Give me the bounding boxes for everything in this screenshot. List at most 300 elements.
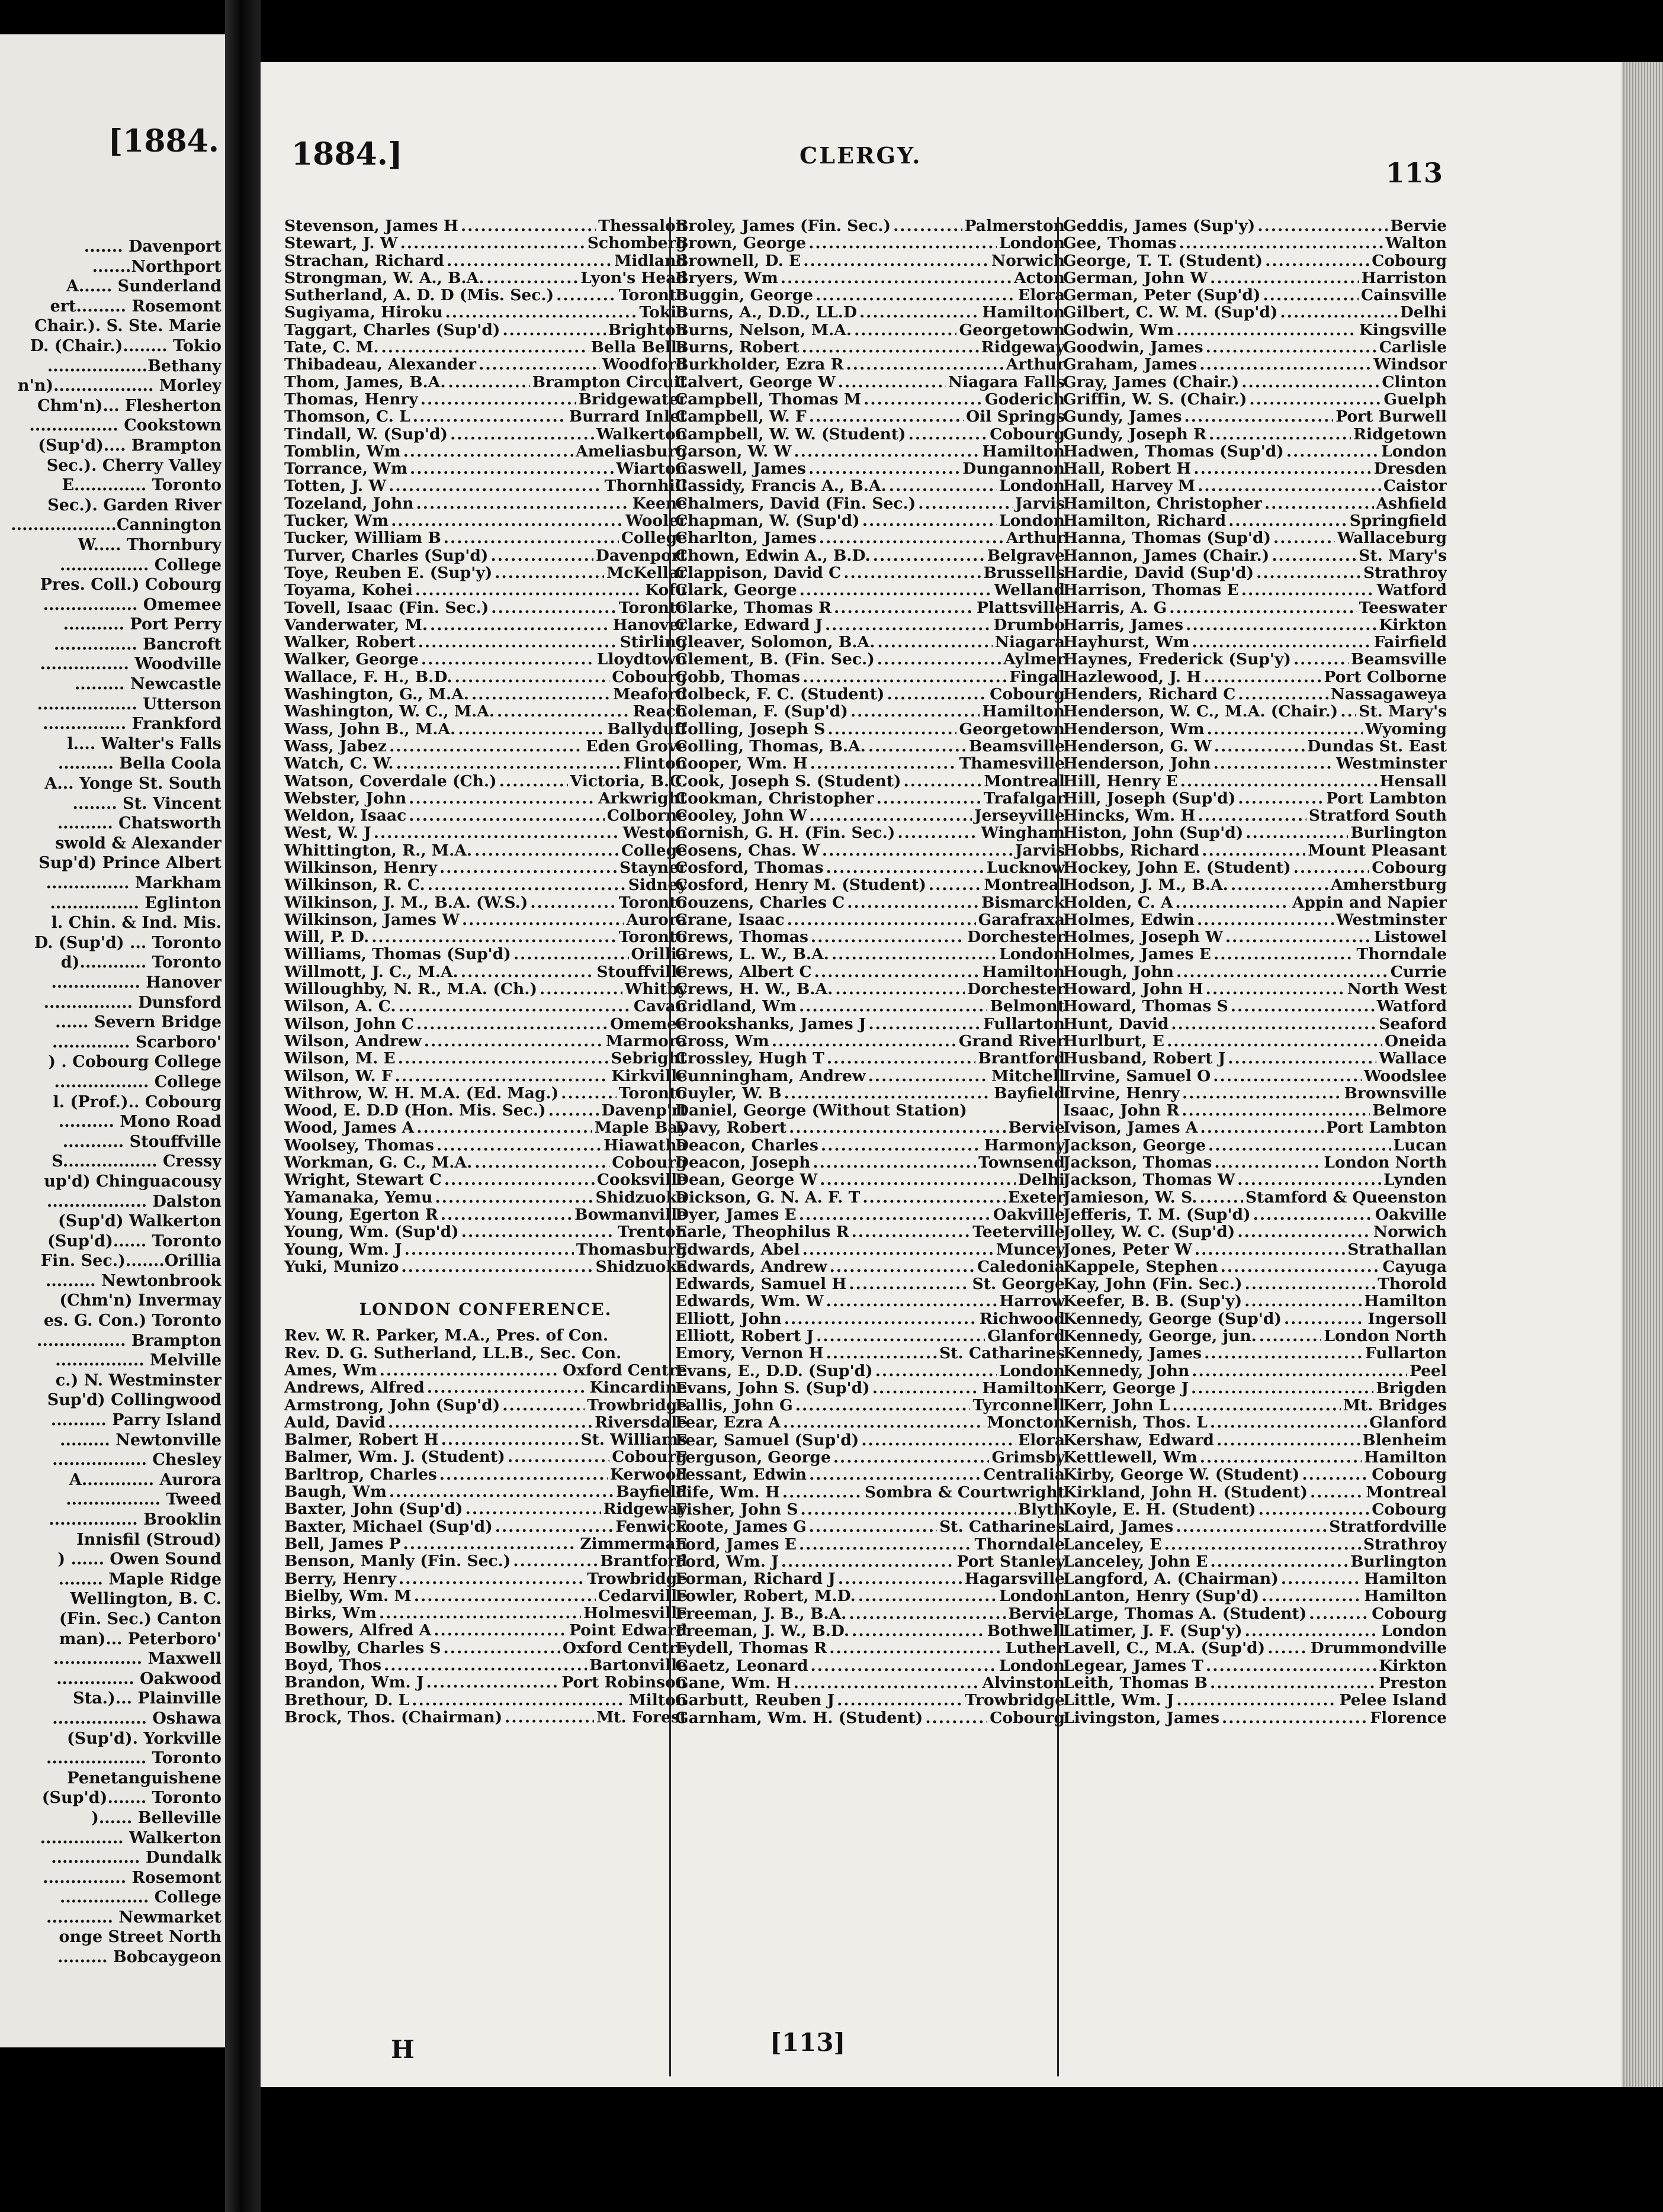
clergy-entry bbox=[675, 1570, 1065, 1587]
clergy-name: Hamilton, Richard bbox=[1063, 512, 1227, 530]
clergy-entry bbox=[1063, 998, 1447, 1015]
facing-page-line: ................. Oshawa bbox=[52, 1709, 221, 1728]
facing-page-line: E............. Toronto bbox=[62, 476, 221, 495]
clergy-name: Yuki, Munizo bbox=[284, 1258, 399, 1276]
clergy-name: Irvine, Samuel O bbox=[1063, 1067, 1211, 1085]
clergy-entry bbox=[675, 321, 1065, 339]
station-place: Meaford bbox=[613, 686, 687, 703]
clergy-entry bbox=[675, 547, 1065, 564]
clergy-entry bbox=[284, 668, 687, 686]
clergy-entry bbox=[1063, 755, 1447, 772]
clergy-name: Washington, W. C., M.A. bbox=[284, 703, 495, 721]
station-place: Cobourg bbox=[1372, 1466, 1447, 1484]
station-place: Moncton bbox=[987, 1414, 1065, 1432]
dot-leader bbox=[444, 529, 619, 546]
station-place: Delhi bbox=[1399, 304, 1447, 321]
clergy-name: Crews, Thomas bbox=[675, 928, 808, 946]
facing-page-line: ............... Rosemont bbox=[43, 1868, 221, 1887]
station-place: Drumbo bbox=[993, 616, 1065, 634]
station-place: Currie bbox=[1390, 963, 1447, 981]
clergy-entry bbox=[1063, 721, 1447, 738]
clergy-entry bbox=[284, 408, 687, 425]
dot-leader bbox=[873, 547, 985, 564]
station-place: Peel bbox=[1409, 1362, 1447, 1380]
clergy-name: Kennedy, John bbox=[1063, 1362, 1190, 1380]
facing-page-line: (Sup'd)....... Toronto bbox=[41, 1789, 221, 1808]
facing-page-line: .......... Bella Coola bbox=[57, 754, 221, 773]
clergy-entry bbox=[284, 1518, 687, 1535]
station-place: Hamilton bbox=[1364, 1449, 1447, 1467]
station-place: Drummondville bbox=[1310, 1639, 1447, 1657]
dot-leader bbox=[897, 824, 978, 841]
clergy-name: Gilbert, C. W. M. (Sup'd) bbox=[1063, 304, 1278, 321]
clergy-name: Jamieson, W. S. bbox=[1063, 1188, 1198, 1206]
dot-leader bbox=[471, 686, 611, 703]
dot-leader bbox=[1257, 217, 1388, 234]
dot-leader bbox=[1253, 1206, 1373, 1223]
clergy-name: Harrison, Thomas E bbox=[1063, 581, 1239, 599]
station-place: Arthur bbox=[1006, 356, 1065, 374]
clergy-name: Wilson, Andrew bbox=[284, 1032, 422, 1050]
clergy-name: Keefer, B. B. (Sup'y) bbox=[1063, 1293, 1243, 1310]
clergy-entry bbox=[675, 1223, 1065, 1240]
station-place: Blenheim bbox=[1362, 1431, 1447, 1449]
clergy-name: Cosford, Thomas bbox=[675, 859, 824, 877]
clergy-entry bbox=[675, 1553, 1065, 1570]
clergy-entry bbox=[675, 928, 1065, 946]
dot-leader bbox=[811, 928, 965, 946]
clergy-entry bbox=[675, 1380, 1065, 1397]
station-place: Oneida bbox=[1385, 1032, 1447, 1050]
clergy-entry bbox=[675, 876, 1065, 893]
clergy-entry bbox=[1063, 963, 1447, 980]
clergy-entry bbox=[284, 790, 687, 807]
dot-leader bbox=[858, 1587, 997, 1605]
station-place: Georgetown bbox=[959, 321, 1065, 339]
dot-leader bbox=[834, 599, 974, 616]
dot-leader bbox=[490, 547, 593, 564]
clergy-entry bbox=[675, 269, 1065, 287]
dot-leader bbox=[436, 1137, 601, 1154]
clergy-name: Gee, Thomas bbox=[1063, 234, 1177, 252]
clergy-entry bbox=[1063, 1587, 1447, 1605]
station-place: Cobourg bbox=[612, 1154, 687, 1172]
clergy-name: Kershaw, Edward bbox=[1063, 1431, 1214, 1449]
station-place: London bbox=[999, 512, 1065, 530]
clergy-name: Broley, James (Fin. Sec.) bbox=[675, 217, 891, 235]
dot-leader bbox=[1340, 703, 1356, 720]
station-place: London bbox=[999, 1587, 1065, 1605]
station-place: St. Catharines bbox=[939, 1518, 1065, 1536]
station-place: Belgrave bbox=[987, 546, 1065, 564]
clergy-name: Kettlewell, Wm bbox=[1063, 1449, 1198, 1467]
dot-leader bbox=[395, 1068, 609, 1085]
station-place: Lynden bbox=[1383, 1171, 1447, 1189]
clergy-name: Tucker, William B bbox=[284, 529, 441, 547]
dot-leader bbox=[782, 1484, 862, 1501]
station-place: Nassagaweya bbox=[1330, 686, 1447, 703]
station-place: Bowmanville bbox=[574, 1205, 687, 1224]
clergy-name: Hill, Joseph (Sup'd) bbox=[1063, 789, 1236, 808]
dot-leader bbox=[826, 1345, 938, 1362]
clergy-name: Armstrong, John (Sup'd) bbox=[284, 1396, 500, 1414]
dot-leader bbox=[410, 460, 614, 477]
facing-page-line: .................. Utterson bbox=[37, 695, 221, 713]
clergy-entry bbox=[675, 1258, 1065, 1275]
dot-leader bbox=[444, 1639, 561, 1657]
facing-page-line: ................ Maxwell bbox=[53, 1650, 221, 1668]
clergy-name: Hazlewood, J. H bbox=[1063, 668, 1202, 686]
clergy-entry bbox=[284, 1622, 687, 1639]
clergy-name: Coleman, F. (Sup'd) bbox=[675, 703, 848, 721]
clergy-name: Yamanaka, Yemu bbox=[284, 1188, 433, 1206]
clergy-name: Watch, C. W. bbox=[284, 755, 394, 773]
facing-page-line: .............. Oakwood bbox=[56, 1669, 221, 1688]
clergy-entry bbox=[1063, 651, 1447, 668]
dot-leader bbox=[1228, 512, 1347, 529]
clergy-entry bbox=[284, 1085, 687, 1102]
dot-leader bbox=[1179, 234, 1383, 252]
station-place: Guelph bbox=[1383, 390, 1447, 409]
dot-leader bbox=[396, 755, 621, 772]
dot-leader bbox=[1245, 824, 1348, 841]
clergy-entry bbox=[675, 911, 1065, 928]
clergy-entry bbox=[675, 1397, 1065, 1414]
clergy-entry bbox=[1063, 321, 1447, 339]
dot-leader bbox=[447, 252, 612, 269]
station-place: Strathroy bbox=[1363, 564, 1447, 582]
clergy-entry bbox=[1063, 1085, 1447, 1102]
dot-leader bbox=[822, 842, 1013, 859]
station-place: Point Edward bbox=[569, 1622, 687, 1639]
facing-page-line: ................ Hanover bbox=[51, 973, 221, 992]
clergy-name: Williams, Thomas (Sup'd) bbox=[284, 946, 511, 963]
dot-leader bbox=[1256, 564, 1361, 581]
station-place: Cavan bbox=[633, 998, 687, 1015]
station-place: Victoria, B.C. bbox=[570, 772, 687, 790]
station-place: Aylmer bbox=[1003, 651, 1065, 668]
clergy-name: Ford, Wm. J bbox=[675, 1552, 779, 1571]
station-place: Reach bbox=[633, 703, 687, 721]
dot-leader bbox=[809, 1518, 937, 1535]
dot-leader bbox=[1244, 1293, 1362, 1310]
station-place: Fullarton bbox=[1365, 1345, 1447, 1362]
spacer bbox=[284, 1275, 687, 1293]
clergy-entry bbox=[675, 1050, 1065, 1067]
clergy-name: Hockey, John E. (Student) bbox=[1063, 859, 1291, 877]
clergy-name: Boyd, Thos bbox=[284, 1657, 382, 1674]
directory-column-3 bbox=[1063, 217, 1447, 1726]
dot-leader bbox=[825, 616, 991, 634]
dot-leader bbox=[868, 738, 967, 755]
station-place: Brampton Circuit bbox=[532, 373, 687, 391]
dot-leader bbox=[781, 1553, 955, 1570]
station-place: Wooler bbox=[625, 512, 687, 530]
station-place: St. Mary's bbox=[1359, 546, 1447, 564]
dot-leader bbox=[497, 703, 630, 720]
dot-leader bbox=[1280, 304, 1397, 321]
clergy-name: Bowlby, Charles S bbox=[284, 1639, 441, 1657]
clergy-entry bbox=[1063, 443, 1447, 460]
clergy-name: Birks, Wm bbox=[284, 1605, 377, 1622]
clergy-entry bbox=[675, 529, 1065, 546]
dot-leader bbox=[413, 408, 567, 425]
dot-leader bbox=[1310, 1484, 1363, 1501]
dot-leader bbox=[474, 842, 619, 859]
dot-leader bbox=[1213, 946, 1354, 963]
clergy-name: Dyer, James E bbox=[675, 1205, 797, 1224]
clergy-name: Griffin, W. S. (Chair.) bbox=[1063, 390, 1247, 409]
facing-page-line: d)............ Toronto bbox=[60, 953, 221, 972]
clergy-entry bbox=[1063, 269, 1447, 287]
column-rule bbox=[669, 217, 671, 2076]
dot-leader bbox=[799, 1536, 972, 1553]
clergy-name: Buggin, George bbox=[675, 287, 814, 304]
dot-leader bbox=[852, 1622, 985, 1639]
station-place: Toronto bbox=[618, 928, 687, 946]
clergy-name: Campbell, W. W. (Student) bbox=[675, 425, 906, 443]
clergy-entry bbox=[675, 1206, 1065, 1223]
clergy-name: Cook, Joseph S. (Student) bbox=[675, 772, 901, 790]
clergy-entry bbox=[284, 217, 687, 234]
dot-leader bbox=[908, 426, 988, 443]
dot-leader bbox=[1202, 842, 1305, 859]
clergy-name: Freeman, J. B., B.A. bbox=[675, 1605, 847, 1623]
clergy-entry bbox=[284, 1362, 687, 1379]
dot-leader bbox=[418, 634, 618, 651]
station-place: Cobourg bbox=[990, 686, 1065, 703]
clergy-name: Torrance, Wm bbox=[284, 460, 407, 478]
facing-page-line: es. G. Con.) Toronto bbox=[43, 1311, 221, 1330]
dot-leader bbox=[1228, 1050, 1376, 1067]
dot-leader bbox=[1180, 773, 1378, 790]
dot-leader bbox=[389, 477, 602, 494]
dot-leader bbox=[1193, 460, 1371, 477]
facing-page-line: up'd) Chinguacousy bbox=[44, 1172, 221, 1191]
facing-page-line: ..................Bethany bbox=[47, 356, 221, 375]
clergy-entry bbox=[675, 807, 1065, 824]
station-place: Luther bbox=[1005, 1639, 1065, 1657]
station-place: Cobourg bbox=[1372, 1605, 1447, 1623]
clergy-entry bbox=[284, 738, 687, 755]
clergy-entry bbox=[284, 477, 687, 494]
clergy-name: Caswell, James bbox=[675, 460, 806, 478]
station-place: Thorndale bbox=[1356, 946, 1447, 963]
clergy-entry bbox=[284, 287, 687, 304]
station-place: London bbox=[999, 1362, 1065, 1380]
clergy-entry bbox=[675, 426, 1065, 443]
dot-leader bbox=[1206, 1657, 1376, 1674]
clergy-entry bbox=[675, 339, 1065, 356]
clergy-name: Baugh, Wm bbox=[284, 1483, 387, 1501]
clergy-name: Cassidy, Francis A., B.A. bbox=[675, 477, 887, 495]
station-place: Burrard Inlet bbox=[569, 408, 687, 426]
dot-leader bbox=[398, 1050, 609, 1067]
clergy-name: Hall, Harvey M bbox=[1063, 477, 1196, 495]
station-place: Delhi bbox=[1017, 1171, 1065, 1189]
dot-leader bbox=[1182, 1102, 1370, 1119]
dot-leader bbox=[829, 1639, 1003, 1657]
station-place: Keene bbox=[632, 494, 687, 513]
dot-leader bbox=[1245, 1275, 1376, 1293]
station-place: London bbox=[1381, 442, 1447, 461]
station-place: Exeter bbox=[1008, 1188, 1065, 1206]
clergy-name: Burns, Nelson, M.A. bbox=[675, 321, 852, 339]
clergy-name: Evans, John S. (Sup'd) bbox=[675, 1379, 870, 1397]
station-place: Brighton bbox=[608, 321, 687, 339]
clergy-entry bbox=[284, 426, 687, 443]
clergy-name: Whittington, R., M.A. bbox=[284, 841, 473, 859]
station-place: Hamilton bbox=[982, 703, 1065, 721]
facing-page-line: Wellington, B. C. bbox=[70, 1590, 221, 1609]
clergy-entry bbox=[284, 339, 687, 356]
clergy-entry bbox=[1063, 1639, 1447, 1657]
dot-leader bbox=[794, 1674, 980, 1692]
facing-page-line: l. (Prof.).. Cobourg bbox=[53, 1092, 221, 1111]
station-place: Holmesville bbox=[583, 1605, 687, 1622]
clergy-entry bbox=[1063, 1015, 1447, 1033]
station-place: Stouffville bbox=[596, 963, 687, 981]
station-place: Wallace bbox=[1379, 1050, 1447, 1068]
clergy-name: Langford, A. (Chairman) bbox=[1063, 1570, 1279, 1588]
station-place: Hamilton bbox=[1364, 1570, 1447, 1588]
dot-leader bbox=[800, 581, 992, 599]
dot-leader bbox=[416, 495, 630, 512]
clergy-entry bbox=[284, 773, 687, 790]
clergy-entry bbox=[675, 1362, 1065, 1380]
clergy-name: Wright, Stewart C bbox=[284, 1171, 442, 1189]
clergy-name: German, Peter (Sup'd) bbox=[1063, 287, 1261, 304]
station-place: College bbox=[621, 841, 687, 859]
facing-page-line: Sec.). Garden River bbox=[47, 496, 221, 515]
dot-leader bbox=[1192, 1362, 1407, 1380]
clergy-name: Edwards, Abel bbox=[675, 1240, 800, 1258]
dot-leader bbox=[1261, 1587, 1362, 1605]
dot-leader bbox=[803, 252, 989, 269]
clergy-entry bbox=[675, 1015, 1065, 1033]
running-head-year: 1884.] bbox=[291, 136, 403, 172]
dot-leader bbox=[816, 1327, 985, 1345]
dot-leader bbox=[1273, 529, 1335, 546]
clergy-name: Couzens, Charles C bbox=[675, 893, 845, 911]
clergy-entry bbox=[1063, 339, 1447, 356]
clergy-name: Cleaver, Solomon, B.A. bbox=[675, 634, 875, 651]
facing-page-line: ................ Brampton bbox=[37, 1331, 221, 1350]
facing-page-line: swold & Alexander bbox=[55, 834, 221, 853]
station-place: Sebright bbox=[611, 1050, 687, 1068]
clergy-name: Charlton, James bbox=[675, 529, 817, 547]
station-place: Montreal bbox=[984, 772, 1065, 790]
clergy-entry bbox=[284, 1431, 687, 1448]
clergy-entry bbox=[284, 1258, 687, 1275]
clergy-entry bbox=[1063, 1050, 1447, 1067]
clergy-name: Deacon, Charles bbox=[675, 1136, 818, 1155]
station-place: Bayfield bbox=[616, 1483, 687, 1501]
clergy-entry bbox=[1063, 876, 1447, 893]
clergy-name: Crane, Isaac bbox=[675, 911, 785, 929]
clergy-name: Will, P. D. bbox=[284, 928, 370, 946]
clergy-name: Cornish, G. H. (Fin. Sec.) bbox=[675, 824, 895, 842]
station-place: Thornhill bbox=[604, 477, 687, 495]
dot-leader bbox=[847, 894, 979, 911]
dot-leader bbox=[1231, 998, 1375, 1015]
clergy-entry bbox=[675, 1432, 1065, 1449]
station-place: Trenton bbox=[617, 1223, 687, 1241]
clergy-entry bbox=[1063, 1709, 1447, 1726]
page-number: 113 bbox=[1386, 157, 1443, 189]
station-place: Ashfield bbox=[1376, 494, 1447, 513]
clergy-entry bbox=[1063, 1657, 1447, 1674]
dot-leader bbox=[508, 1448, 609, 1465]
station-place: Bridgewater bbox=[578, 390, 687, 409]
clergy-entry bbox=[675, 842, 1065, 859]
clergy-entry bbox=[1063, 426, 1447, 443]
clergy-entry bbox=[284, 1033, 687, 1050]
clergy-entry bbox=[284, 1154, 687, 1171]
clergy-name: Toye, Reuben E. (Sup'y) bbox=[284, 564, 493, 582]
clergy-name: Henderson, G. W bbox=[1063, 737, 1212, 755]
clergy-entry bbox=[284, 304, 687, 321]
dot-leader bbox=[1216, 1432, 1360, 1449]
clergy-entry bbox=[1063, 1171, 1447, 1188]
clergy-name: Wilson, John C bbox=[284, 1015, 414, 1033]
station-place: Riversdale bbox=[595, 1413, 687, 1432]
dot-leader bbox=[1281, 1570, 1362, 1587]
clergy-entry bbox=[284, 356, 687, 373]
clergy-entry bbox=[1063, 842, 1447, 859]
station-place: Oakville bbox=[1375, 1205, 1447, 1224]
clergy-name: Strachan, Richard bbox=[284, 252, 444, 269]
clergy-entry bbox=[1063, 1605, 1447, 1622]
clergy-name: Weldon, Isaac bbox=[284, 807, 407, 825]
clergy-entry bbox=[284, 634, 687, 651]
clergy-entry bbox=[284, 1674, 687, 1691]
station-place: Arthur bbox=[1006, 529, 1065, 547]
clergy-entry bbox=[675, 599, 1065, 616]
dot-leader bbox=[809, 807, 972, 824]
clergy-entry bbox=[1063, 703, 1447, 720]
dot-leader bbox=[1198, 477, 1381, 494]
facing-page-line: ................. Chesley bbox=[52, 1451, 221, 1470]
clergy-name: Wilson, W. F bbox=[284, 1067, 393, 1085]
dot-leader bbox=[461, 1223, 615, 1240]
clergy-name: Calvert, George W bbox=[675, 373, 836, 391]
dot-leader bbox=[486, 269, 578, 287]
clergy-name: Walker, Robert bbox=[284, 634, 416, 651]
station-place: Bothwell bbox=[987, 1622, 1065, 1640]
clergy-entry bbox=[284, 928, 687, 946]
station-place: Oil Springs bbox=[966, 408, 1065, 426]
facing-page-line: Chm'n)... Flesherton bbox=[37, 396, 221, 415]
dot-leader bbox=[789, 1119, 1006, 1136]
clergy-entry bbox=[284, 651, 687, 668]
clergy-entry bbox=[284, 460, 687, 477]
clergy-entry bbox=[1063, 356, 1447, 373]
running-head-title: CLERGY. bbox=[800, 142, 922, 169]
clergy-entry bbox=[675, 1484, 1065, 1501]
clergy-name: Lanceley, E bbox=[1063, 1535, 1162, 1553]
dot-leader bbox=[1176, 321, 1356, 339]
clergy-entry bbox=[1063, 1223, 1447, 1240]
station-place: Brownsville bbox=[1344, 1084, 1447, 1102]
directory-page bbox=[261, 62, 1623, 2087]
facing-page-line: Sup'd) Prince Albert bbox=[38, 854, 221, 873]
dot-leader bbox=[1231, 876, 1328, 893]
clergy-name: Henderson, W. C., M.A. (Chair.) bbox=[1063, 703, 1338, 721]
clergy-name: Willmott, J. C., M.A. bbox=[284, 963, 458, 981]
station-place: Beamsville bbox=[969, 737, 1065, 755]
station-place: Port Lambton bbox=[1326, 789, 1447, 808]
